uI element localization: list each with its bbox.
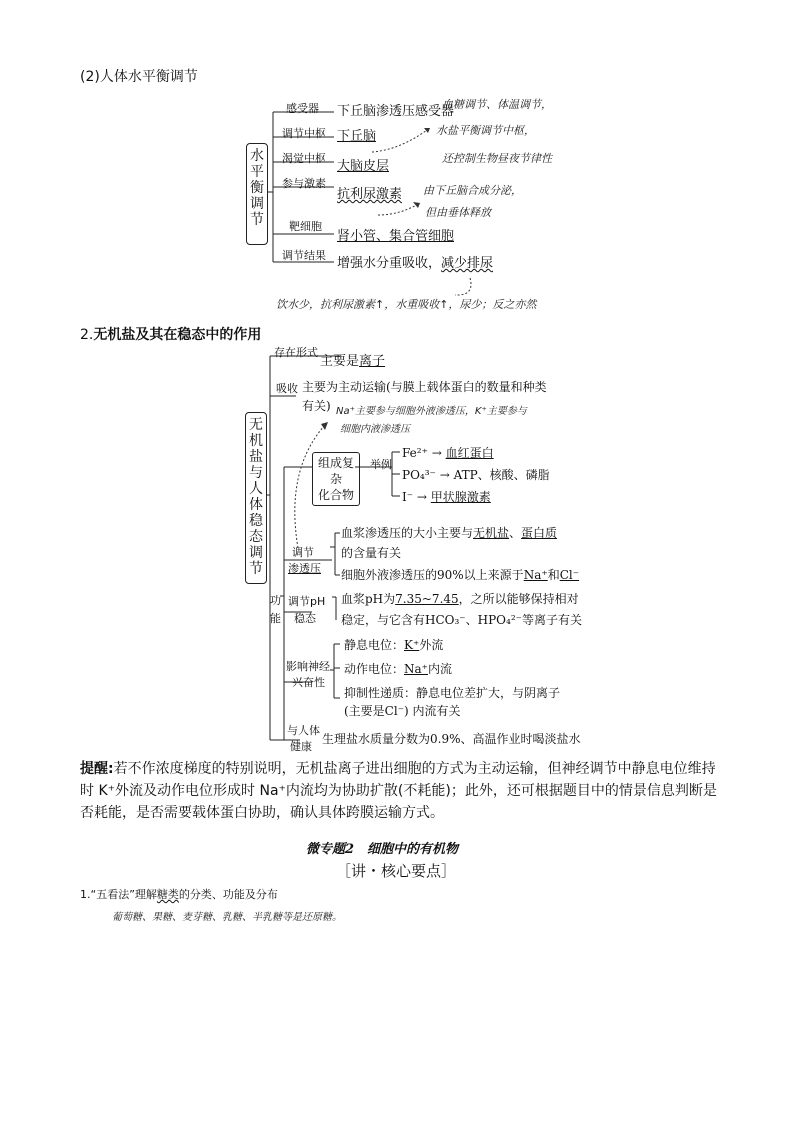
osmotic-line-1: 血浆渗透压的大小主要与无机盐、蛋白质 — [341, 526, 558, 540]
compound-item-fe: Fe²⁺ → 血红蛋白 — [402, 446, 494, 460]
hw-na-note-1: Na⁺主要参与细胞外液渗透压，K⁺主要参与 — [336, 406, 527, 417]
section2-title: 2.无机盐及其在稳态中的作用 — [80, 327, 262, 343]
nerve-inhib-1: 抑制性递质：静息电位差扩大，与阴离子 — [344, 686, 561, 700]
hw-note-2: 水盐平衡调节中枢， — [436, 124, 535, 137]
label-health-1: 与人体 — [287, 724, 320, 737]
label-ph-1: 调节pH — [288, 595, 326, 608]
hw-note-4: 由下丘脑合成分泌， — [423, 184, 522, 197]
label-nerve-2: 兴奋性 — [292, 676, 325, 689]
hw-na-note-2: 细胞内液渗透压 — [340, 424, 410, 435]
label-center: 调节中枢 — [282, 127, 326, 140]
osmotic-line-3: 细胞外液渗透压的90%以上来源于Na⁺和Cl⁻ — [341, 568, 580, 582]
value-center: 下丘脑 — [337, 129, 377, 144]
ph-line-2: 稳定，与它含有HCO₃⁻、HPO₄²⁻等离子有关 — [341, 613, 582, 627]
label-target: 靶细胞 — [289, 220, 322, 233]
function-label-1: 功 — [270, 594, 281, 607]
label-health-2: 健康 — [290, 740, 312, 753]
topic2-title: 微专题2 细胞中的有机物 — [306, 842, 459, 857]
compound-box: 组成复杂 化合物 — [312, 452, 360, 506]
hw-note-5: 但由垂体释放 — [425, 206, 491, 219]
value-thirst: 大脑皮层 — [337, 159, 390, 174]
section1-title: (2)人体水平衡调节 — [80, 69, 198, 85]
value-target: 肾小管、集合管细胞 — [337, 229, 455, 244]
label-receptor: 感受器 — [286, 102, 319, 115]
value-receptor: 下丘脑渗透压感受器 — [337, 104, 455, 119]
value-absorption-1: 主要为主动运输(与膜上载体蛋白的数量和种类 — [302, 380, 547, 394]
compound-item-po4: PO₄³⁻ → ATP、核酸、磷脂 — [402, 468, 550, 482]
value-hormone: 抗利尿激素 — [337, 187, 403, 202]
label-absorption: 吸收 — [276, 382, 298, 395]
value-result: 增强水分重吸收，减少排尿 — [337, 256, 494, 271]
label-thirst: 渴觉中枢 — [282, 152, 326, 165]
function-label-2: 能 — [270, 612, 281, 625]
compound-item-i: I⁻ → 甲状腺激素 — [402, 490, 491, 504]
hw-note-3: 还控制生物昼夜节律性 — [442, 152, 552, 165]
label-existence: 存在形式 — [274, 346, 318, 359]
osmotic-line-2: 的含量有关 — [341, 546, 402, 560]
health-value: 生理盐水质量分数为0.9%、高温作业时喝淡盐水 — [322, 732, 581, 746]
nerve-rest: 静息电位：K⁺外流 — [344, 638, 444, 652]
label-hormone: 参与激素 — [282, 177, 326, 190]
topic2-item1: 1.“五看法”理解糖类的分类、功能及分布 — [80, 888, 278, 901]
hw-sugar-note: 葡萄糖、果糖、麦芽糖、乳糖、半乳糖等是还原糖。 — [112, 912, 342, 923]
topic2-subtitle: ［讲・核心要点］ — [336, 862, 457, 880]
hw-footer-note: 饮水少，抗利尿激素↑，水重吸收↑，尿少；反之亦然 — [276, 298, 537, 311]
hw-note-1: 血糖调节、体温调节， — [442, 98, 552, 111]
example-label: 举例 — [370, 458, 392, 471]
label-osmotic-2: 渗透压 — [288, 562, 321, 575]
ph-line-1: 血浆pH为7.35~7.45，之所以能够保持相对 — [341, 592, 579, 606]
label-ph-2: 稳态 — [294, 612, 316, 625]
nerve-inhib-2: (主要是Cl⁻) 内流有关 — [344, 704, 461, 718]
value-absorption-2: 有关) — [302, 399, 331, 413]
section2-vertical-title: 无 机 盐 与 人 体 稳 态 调 节 — [245, 412, 267, 584]
value-existence: 主要是离子 — [320, 354, 386, 369]
label-osmotic-1: 调节 — [292, 546, 314, 559]
tip-paragraph: 提醒:若不作浓度梯度的特别说明，无机盐离子进出细胞的方式为主动运输，但神经调节中静息电位维持时 K⁺外流及动作电位形成时 Na⁺内流均为协助扩散(不耗能)；此外，还可根据题目中的情景信息判断是否耗能，是否需要载体蛋白协助，确认具体跨膜运输方式。 — [80, 761, 717, 821]
section1-vertical-title: 水 平 衡 调 节 — [246, 143, 268, 245]
label-nerve-1: 影响神经 — [286, 660, 330, 673]
nerve-action: 动作电位：Na⁺内流 — [344, 662, 453, 676]
label-result: 调节结果 — [282, 249, 326, 262]
